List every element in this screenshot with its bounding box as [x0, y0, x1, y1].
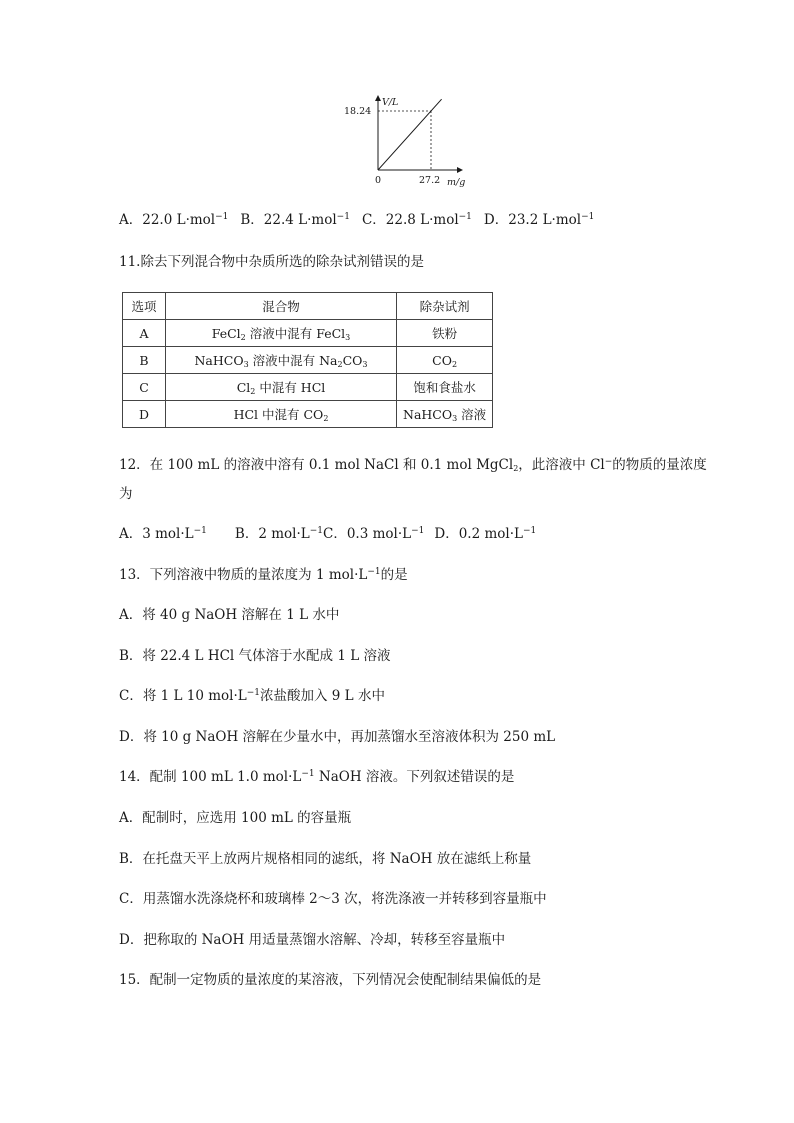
header-reagent: 除杂试剂 — [397, 293, 493, 320]
q10-option-d[interactable]: D．23.2 L·mol$^{-1}$ — [483, 212, 595, 228]
q10-option-b[interactable]: B．22.4 L·mol$^{-1}$ — [240, 212, 350, 228]
data-line — [378, 99, 442, 170]
q13-option-c[interactable]: C．将 1 L 10 $mol\cdot L^{-1}$浓盐酸加入 9 L 水中 — [119, 688, 385, 704]
y-axis-label: V/L — [382, 97, 399, 108]
q14-option-c[interactable]: C．用蒸馏水洗涤烧杯和玻璃棒 2～3 次，将洗涤液一并转移到容量瓶中 — [119, 891, 547, 907]
q11-table — [122, 292, 493, 428]
q13-option-b[interactable]: B．将 22.4 L HCl 气体溶于水配成 1 L 溶液 — [119, 648, 391, 664]
q12-stem: 12．在 100 mL 的溶液中溶有 0.1 mol NaCl 和 0.1 mol MgCl$_2$，此溶液中 Cl−的物质的量浓度 — [119, 457, 707, 473]
q12-option-b[interactable]: B．2 $mol\cdot L^{-1}$ — [234, 526, 324, 542]
row-mixture: FeCl$_2$ 溶液中混有 FeCl$_3$ — [166, 320, 397, 347]
table-row — [123, 320, 493, 347]
q13-stem: 13．下列溶液中物质的量浓度为 1 $mol\cdot L^{-1}$的是 — [119, 567, 408, 583]
q12-option-d[interactable]: D．0.2 $mol\cdot L^{-1}$ — [434, 526, 537, 542]
q12-stem-line2: 为 — [119, 486, 133, 502]
table-row — [123, 347, 493, 374]
row-option: C — [123, 374, 166, 401]
row-reagent: $CO_2$ — [397, 347, 493, 374]
q12-option-a[interactable]: A．3 $mol\cdot L^{-1}$ — [119, 526, 207, 542]
q10-option-c[interactable]: C．22.8 L·mol$^{-1}$ — [361, 212, 472, 228]
q12-option-c[interactable]: C．0.3 $mol\cdot L^{-1}$ — [323, 526, 425, 542]
q14-stem: 14．配制 100 mL 1.0 $mol\cdot L^{-1}$ NaOH 溶液。下列叙述错误的是 — [119, 769, 515, 785]
q14-option-d[interactable]: D．把称取的 NaOH 用适量蒸馏水溶解、冷却，转移至容量瓶中 — [119, 932, 506, 948]
origin-label: 0 — [375, 175, 382, 186]
row-option: B — [123, 347, 166, 374]
volume-mass-graph — [340, 90, 480, 190]
q10-option-a[interactable]: A．22.0 L·mol$^{-1}$ — [119, 212, 229, 228]
table-row — [123, 374, 493, 401]
row-option: A — [123, 320, 166, 347]
q11-stem: 11.除去下列混合物中杂质所选的除杂试剂错误的是 — [119, 254, 424, 270]
q14-option-a[interactable]: A．配制时，应选用 100 mL 的容量瓶 — [119, 810, 352, 826]
q12-options — [119, 525, 536, 543]
row-reagent: NaHCO$_3$ 溶液 — [397, 401, 493, 428]
q13-option-d[interactable]: D．将 10 g NaOH 溶解在少量水中，再加蒸馏水至溶液体积为 250 mL — [119, 729, 556, 745]
q13-option-a[interactable]: A．将 40 g NaOH 溶解在 1 L 水中 — [119, 607, 340, 623]
row-mixture: $Cl_2$ 中混有 HCl — [166, 374, 397, 401]
x-tick-label: 27.2 — [419, 175, 441, 186]
q14-option-b[interactable]: B．在托盘天平上放两片规格相同的滤纸，将 NaOH 放在滤纸上称量 — [119, 851, 532, 867]
row-reagent: 饱和食盐水 — [397, 374, 493, 401]
x-axis-label: m/g — [447, 177, 466, 188]
header-mixture: 混合物 — [166, 293, 397, 320]
q15-stem: 15．配制一定物质的量浓度的某溶液，下列情况会使配制结果偏低的是 — [119, 972, 542, 988]
y-tick-label: 18.24 — [344, 106, 372, 117]
q10-options — [119, 211, 594, 229]
row-option: D — [123, 401, 166, 428]
row-mixture: HCl 中混有 $CO_2$ — [166, 401, 397, 428]
row-mixture: NaHCO$_3$ 溶液中混有 $Na_2CO_3$ — [166, 347, 397, 374]
row-reagent: 铁粉 — [397, 320, 493, 347]
table-row — [123, 401, 493, 428]
header-option: 选项 — [123, 293, 166, 320]
table-header-row — [123, 293, 493, 320]
